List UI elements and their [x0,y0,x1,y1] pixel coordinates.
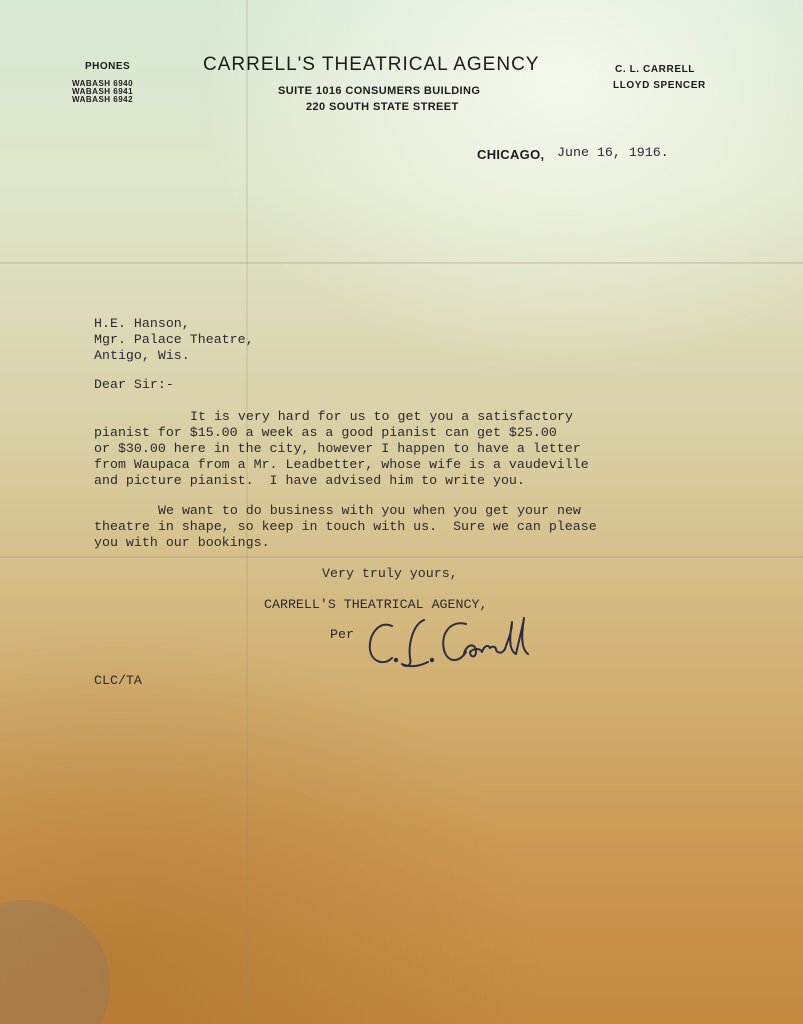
per-label: Per [330,627,354,642]
typist-initials: CLC/TA [94,673,142,688]
body-line: or $30.00 here in the city, however I happen to have a letter [94,441,581,456]
phone-number: WABASH 6941 [72,87,134,96]
address-line: 220 SOUTH STATE STREET [306,101,459,113]
phone-number: WABASH 6940 [72,79,134,88]
salutation: Dear Sir:- [94,377,174,392]
body-line: theatre in shape, so keep in touch with us. Sure we can please [94,519,597,534]
agency-name: CARRELL'S THEATRICAL AGENCY [203,54,540,75]
paper-fold-line [0,556,803,558]
body-line: We want to do business with you when you get your new [158,503,581,518]
recipient-line: Mgr. Palace Theatre, [94,332,254,347]
phone-number: WABASH 6942 [72,95,134,104]
body-line: pianist for $15.00 a week as a good pianist can get $25.00 [94,425,557,440]
closing: Very truly yours, [322,566,458,581]
paper-fold-line [0,262,803,264]
partner-name: C. L. CARRELL [615,64,696,75]
body-line: you with our bookings. [94,535,270,550]
closing-org: CARRELL'S THEATRICAL AGENCY, [264,597,488,612]
partner-name: LLOYD SPENCER [613,80,706,91]
body-line: and picture pianist. I have advised him to write you. [94,473,525,488]
recipient-line: Antigo, Wis. [94,348,190,363]
phones-title: PHONES [85,61,131,72]
address-line: SUITE 1016 CONSUMERS BUILDING [278,85,481,97]
letter-date: June 16, 1916. [557,145,669,160]
city: CHICAGO, [477,147,545,162]
body-line: from Waupaca from a Mr. Leadbetter, whose wife is a vaudeville [94,457,589,472]
recipient-line: H.E. Hanson, [94,316,190,331]
page-corner-shadow [0,900,110,1024]
handwritten-signature [366,612,536,672]
body-line: It is very hard for us to get you a satisfactory [190,409,574,424]
